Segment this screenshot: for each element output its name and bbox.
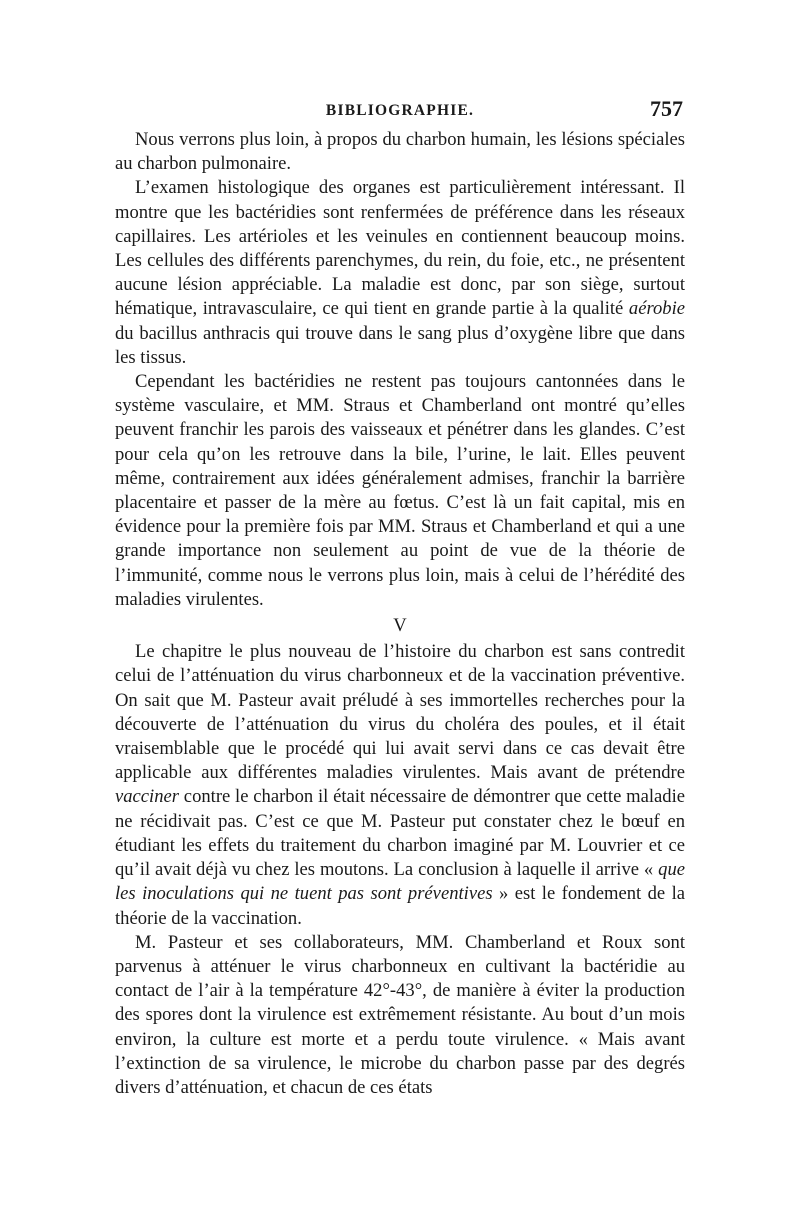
paragraph-charbon-pulmonaire: Nous verrons plus loin, à propos du charbon humain, les lésions spéciales au charbon pulmonaire. — [115, 129, 685, 175]
running-head — [115, 96, 685, 126]
paragraph-text: Le chapitre le plus nouveau de l’histoire du charbon est sans contredit celui de l’atténuation du virus charbonneux et de la vaccination préventive. On sait que M. Pasteur avait préludé à ses immortelles recherches pour la découverte de l’atténuation du virus du choléra des poules, et il était vraisemblable que le procédé qui lui avait servi dans ce cas devait être applicable aux différentes maladies virulentes. Mais avant de prétendre — [115, 641, 685, 784]
paragraph-text: du bacillus anthracis qui trouve dans le sang plus d’oxygène libre que dans les tissus. — [115, 322, 685, 368]
paragraph-text: contre le charbon il était nécessaire de démontrer que cette maladie ne récidivait pas. C’est ce que M. Pasteur put constater chez le bœuf en étudiant les effets du traitement du charbon imaginé par M. Louvrier et ce qu’il avait déjà vu chez les moutons. La conclusion à laquelle il arrive « — [115, 786, 685, 881]
italic-term: vacciner — [115, 786, 180, 808]
paragraph-attenuation-virus — [115, 640, 685, 930]
header-title: BIBLIOGRAPHIE. — [325, 102, 475, 119]
paragraph-text: » est le fondement de la théorie de la vaccination. — [115, 883, 685, 929]
section-heading: V — [393, 615, 407, 637]
page-number: 757 — [650, 96, 683, 121]
paragraph-bacteridies-cantonnees: Cependant les bactéridies ne restent pas toujours cantonnées dans le système vasculaire, et MM. Straus et Chamberland ont montré qu’elles peuvent franchir les parois des vaisseaux et pénétrer dans les glandes. C’est pour cela qu’on les retrouve dans la bile, l’urine, le lait. Elles peuvent même, contrairement aux idées généralement admises, franchir la barrière placentaire et passer de la mère au fœtus. C’est là un fait capital, mis en évidence pour la première fois par MM. Straus et Chamberland et qui a une grande importance non seulement au point de vue de la théorie de l’immunité, comme nous le verrons plus loin, mais à celui de l’hérédité des maladies virulentes. — [115, 371, 685, 610]
italic-quote: que les inoculations qui ne tuent pas sont préventives — [115, 859, 685, 905]
body-text — [115, 128, 685, 1100]
italic-term: aérobie — [628, 298, 685, 320]
paragraph-examen-histologique — [115, 176, 685, 370]
paragraph-text: L’examen histologique des organes est particulièrement intéressant. Il montre que les bactéridies sont renfermées de préférence dans les réseaux capillaires. Les artérioles et les veinules en contiennent beaucoup moins. Les cellules des différents parenchymes, du rein, du foie, etc., ne présentent aucune lésion appréciable. La maladie est donc, par son siège, surtout hématique, intravasculaire, ce qui tient en grande partie à la qualité — [115, 177, 685, 320]
paragraph-pasteur-collaborateurs: M. Pasteur et ses collaborateurs, MM. Chamberland et Roux sont parvenus à atténuer le virus charbonneux en cultivant la bactéridie au contact de l’air à la température 42°-43°, de manière à éviter la production des spores dont la virulence est extrêmement résistante. Au bout d’un mois environ, la culture est morte et a perdu toute virulence. « Mais avant l’extinction de sa virulence, le microbe du charbon passe par des degrés divers d’atténuation, et chacun de ces états — [115, 931, 685, 1098]
